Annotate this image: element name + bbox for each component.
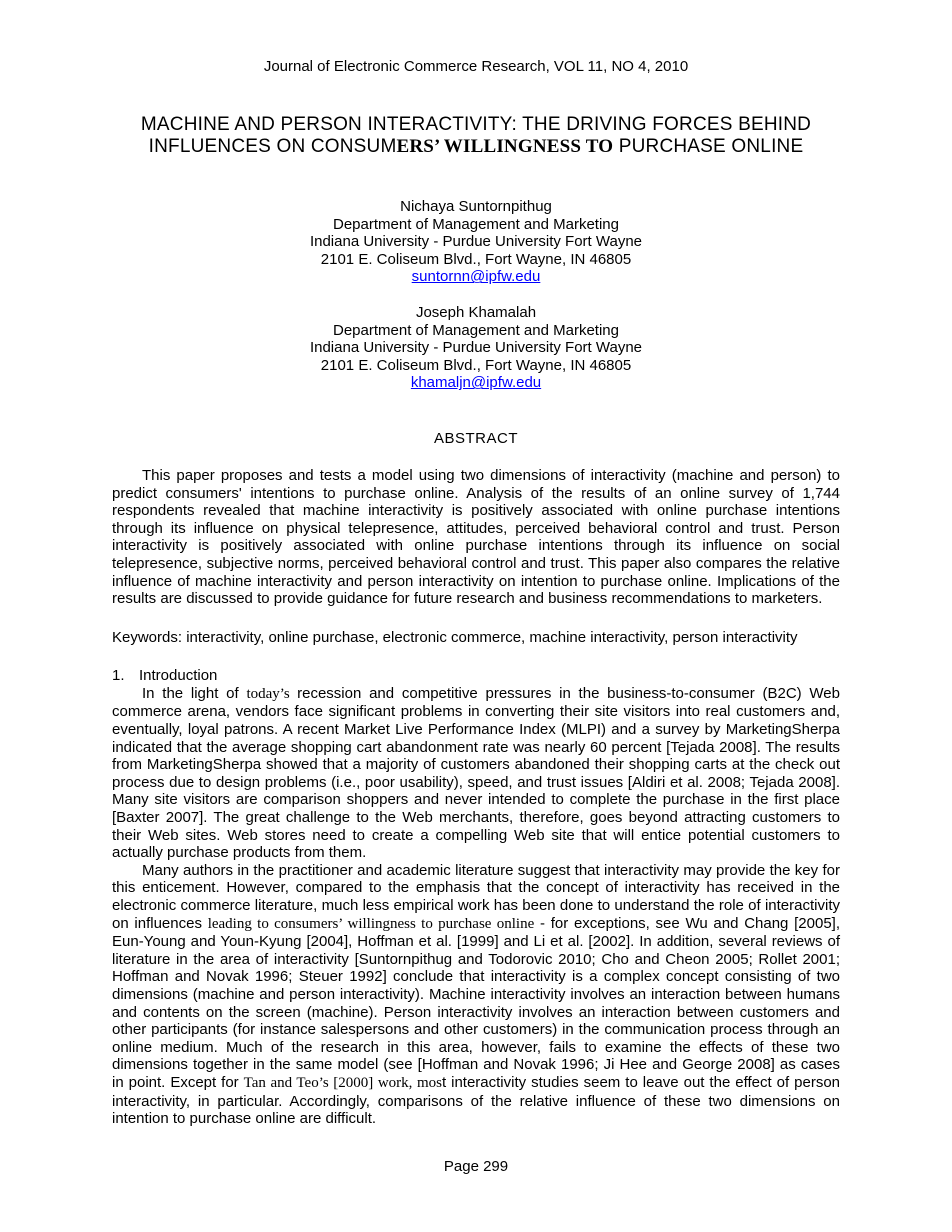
title-line-2 bbox=[112, 136, 840, 158]
author-email-row bbox=[0, 374, 952, 392]
body-text bbox=[112, 467, 840, 1128]
abstract-text: This paper proposes and tests a model using two dimensions of interactivity (machine and person) to predict consumers' intentions to purchase online. Analysis of the results of an online survey of 1,744 respondents revealed that machine interactivity is positively associated with online purchase intentions through its influence on physical telepresence, attitudes, perceived behavioral control and trust. Person interactivity is positively associated with online purchase intentions through its influence on social telepresence, subjective norms, perceived behavioral control and trust. This paper also compares the relative influence of machine interactivity and person interactivity on intention to purchase online. Implications of the results are discussed to provide guidance for future research and business recommendations to marketers. bbox=[112, 466, 840, 608]
section-number: 1. bbox=[112, 667, 125, 685]
text-segment: leading to consumers’ willingness to purchase online bbox=[207, 915, 535, 932]
author-university: Indiana University - Purdue University Fort Wayne bbox=[309, 233, 643, 251]
author-address: 2101 E. Coliseum Blvd., Fort Wayne, IN 46805 bbox=[320, 356, 632, 374]
text-segment: Many authors in the practitioner and academic literature suggest that interactivity may provide the key for this enticement. However, compared to the emphasis that the concept of interactivity has received in the electronic commerce literature, much less empirical work has been done to understand the role of interactivity on influences bbox=[112, 861, 840, 932]
text-segment: PURCHASE ONLINE bbox=[613, 136, 804, 157]
text-segment: recession and competitive pressures in the business-to-consumer (B2C) Web commerce arena, vendors face significant problems in converting their site visitors into real customers and, eventually, loyal patrons. A recent Market Live Performance Index (MLPI) and a survey by MarketingSherpa indicated that the average shopping cart abandonment rate was nearly 60 percent [Tejada 2008]. The results from MarketingSherpa showed that a majority of customers abandoned their shopping carts at the check out process due to design problems (i.e., poor usability), speed, and trust issues [Aldiri et al. 2008; Tejada 2008]. Many site visitors are comparison shoppers and never intended to complete the purchase in the first place [Baxter 2007]. The great challenge to the Web merchants, therefore, goes beyond attracting customers to their Web sites. Web stores need to create a compelling Web site that will entice potential customers to actually purchase products from them. bbox=[112, 684, 840, 862]
text-segment: today’s bbox=[246, 685, 298, 702]
author-department: Department of Management and Marketing bbox=[333, 321, 619, 339]
author-email-link[interactable]: suntornn@ipfw.edu bbox=[411, 268, 541, 286]
keywords-line: Keywords: interactivity, online purchase, electronic commerce, machine interactivity, person interactivity bbox=[112, 628, 798, 646]
section-title: Introduction bbox=[139, 667, 218, 685]
author-address: 2101 E. Coliseum Blvd., Fort Wayne, IN 46805 bbox=[320, 250, 632, 268]
section-heading-introduction bbox=[112, 667, 840, 685]
text-segment: Tan and Teo’s [2000] work, mos bbox=[243, 1074, 442, 1091]
intro-paragraph-1 bbox=[112, 685, 840, 862]
intro-paragraph-2 bbox=[112, 862, 840, 1128]
author-name: Joseph Khamalah bbox=[415, 303, 537, 321]
title-line-1 bbox=[112, 114, 840, 136]
author-email-row bbox=[0, 268, 952, 286]
paper-title bbox=[112, 114, 840, 158]
author-block-2 bbox=[0, 304, 952, 392]
author-university: Indiana University - Purdue University Fort Wayne bbox=[309, 339, 643, 357]
abstract-heading: ABSTRACT bbox=[433, 429, 518, 447]
author-department: Department of Management and Marketing bbox=[333, 215, 619, 233]
text-segment: INFLUENCES ON CONSUM bbox=[148, 136, 397, 157]
journal-header: Journal of Electronic Commerce Research, VOL 11, NO 4, 2010 bbox=[263, 58, 689, 75]
page-number: Page 299 bbox=[443, 1158, 509, 1175]
text-segment: - for exceptions, see Wu and Chang [2005], Eun-Young and Youn-Kyung [2004], Hoffman et al. [1999] and Li et al. [2002]. In addition, several reviews of literature in the area of interactivity [Suntornpithug and Todorovic 2010; Cho and Cheon 2005; Rollet 2001; Hoffman and Novak 1996; Steuer 1992] conclude that interactivity is a complex concept consisting of two dimensions (machine and person interactivity). Machine interactivity involves an interaction between humans and contents on the screen (machine). Person interactivity involves an interaction between customers and other participants (for instance salespersons and other customers) in the communication process through an online medium. Much of the research in this area, however, fails to examine the effects of these two dimensions together in the same model (see [Hoffman and Novak 1996; Ji Hee and George 2008] as cases in point. Except for bbox=[112, 914, 840, 1091]
author-name: Nichaya Suntornpithug bbox=[400, 198, 552, 215]
author-block-1 bbox=[0, 198, 952, 286]
text-segment: In the light of bbox=[142, 684, 247, 702]
text-segment: ERS’ WILLINGNESS TO bbox=[396, 136, 614, 157]
author-email-link[interactable]: khamaljn@ipfw.edu bbox=[410, 374, 542, 392]
text-segment: t interactivity studies seem to leave out the effect of person interactivity, in particular. Accordingly, comparisons of the relative influence of these two dimensions on intention to purchase online are difficult. bbox=[112, 1073, 841, 1128]
text-segment: MACHINE AND PERSON INTERACTIVITY: THE DRIVING FORCES BEHIND bbox=[140, 114, 812, 135]
